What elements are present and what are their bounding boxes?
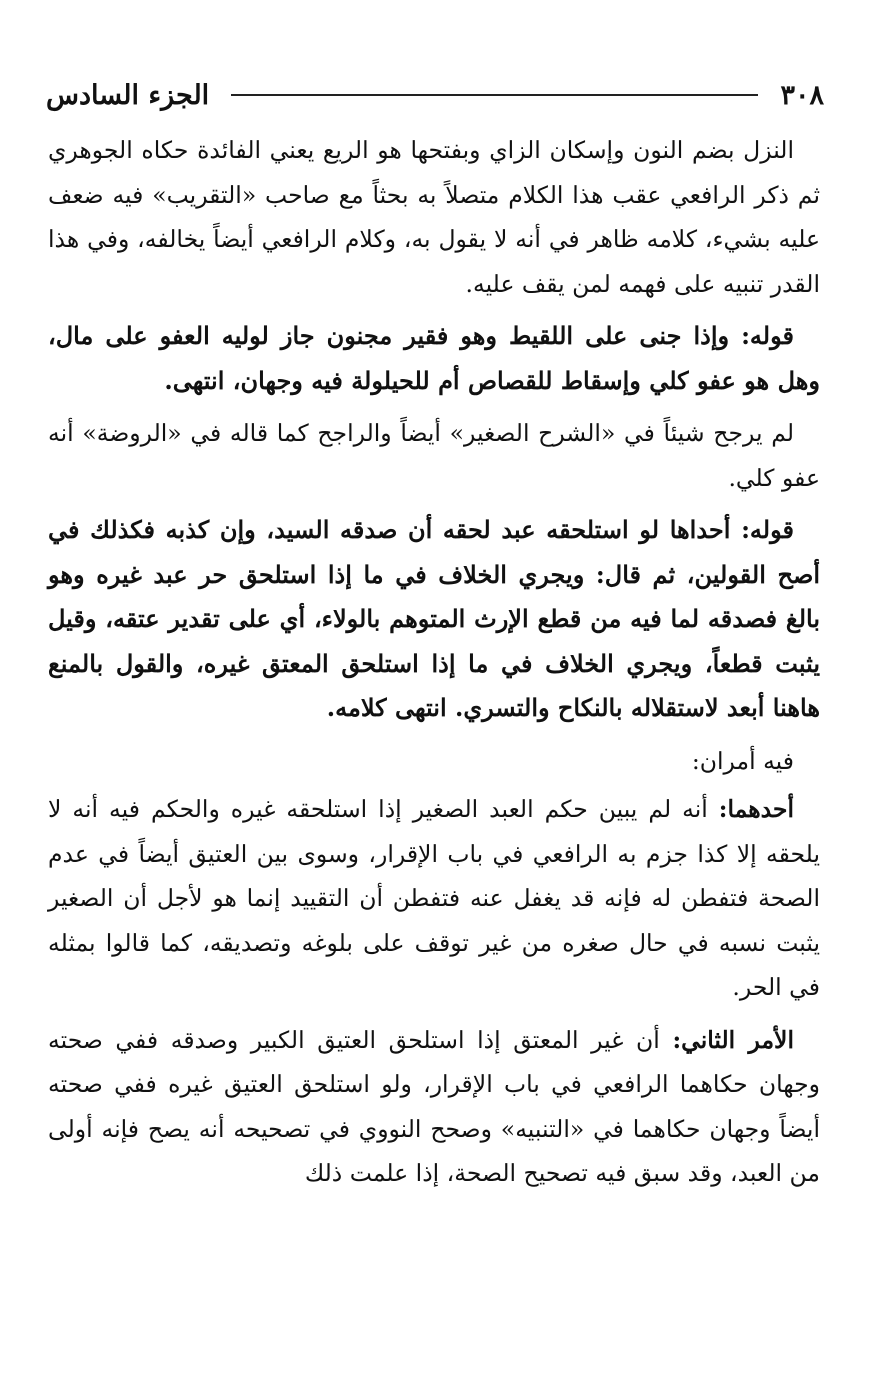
paragraph-text: قوله: وإذا جنى على اللقيط وهو فقير مجنون جاز لوليه العفو على مال، وهل هو عفو كلي وإسقاط للقصاص أم للحيلولة فيه وجهان، انتهى. [48, 321, 820, 395]
paragraph-text: النزل بضم النون وإسكان الزاي وبفتحها هو الريع يعني الفائدة حكاه الجوهري ثم ذكر الرافعي عقب هذا الكلام متصلاً به بحثاً مع صاحب «التقريب» فيه ضعف عليه بشيء، كلامه ظاهر في أنه لا يقول به، وكلام الرافعي أيضاً يخالفه، وفي هذا القدر تنبيه على فهمه لمن يقف عليه. [48, 136, 820, 298]
part-title: الجزء السادس [46, 79, 210, 111]
paragraph-text: قوله: أحداها لو استلحقه عبد لحقه أن صدقه السيد، وإن كذبه فكذلك في أصح القولين، ثم قال: ويجري الخلاف في ما إذا استلحق حر عبد غيره وهو بالغ فصدقه لما فيه من قطع الإرث المتوهم بالولاء، أي على تقدير عتقه، وقيل يثبت قطعاً، ويجري الخلاف في ما إذا استلحق المعتق غيره، والقول بالمنع هاهنا أبعد لاستقلاله بالنكاح والتسري. انتهى كلامه. [48, 515, 820, 722]
page-body [48, 128, 820, 1204]
page-header [46, 70, 824, 120]
paragraph-5 [48, 739, 820, 784]
paragraph-6 [48, 787, 820, 1010]
paragraph-3 [48, 411, 820, 500]
paragraph-7 [48, 1018, 820, 1196]
paragraph-2-quote [48, 314, 820, 403]
paragraph-lead: الأمر الثاني: [672, 1025, 794, 1054]
paragraph-text: لم يرجح شيئاً في «الشرح الصغير» أيضاً والراجح كما قاله في «الروضة» أنه عفو كلي. [48, 419, 820, 492]
paragraph-text: أن غير المعتق إذا استلحق العتيق الكبير وصدقه ففي صحته وجهان حكاهما الرافعي في باب الإقرار، ولو استلحق العتيق غيره ففي صحته أيضاً وجهان حكاهما في «التنبيه» وصحح النووي في تصحيحه أنه يصح فإنه أولى من العبد، وقد سبق فيه تصحيح الصحة، إذا علمت ذلك [48, 1025, 820, 1187]
header-rule [231, 94, 758, 96]
paragraph-lead: أحدهما: [718, 795, 794, 823]
paragraph-text: أنه لم يبين حكم العبد الصغير إذا استلحقه غيره والحكم فيه أنه لا يلحقه إلا كذا جزم به الرافعي في باب الإقرار، وسوى بين العتيق أيضاً في عدم الصحة فتفطن له فإنه قد يغفل عنه فتفطن أن التقييد إنما هو لأجل أن الصغير يثبت نسبه في حال صغره من غير توقف على بلوغه وتصديقه، كما قالوا بمثله في الحر. [48, 795, 820, 1001]
paragraph-text: فيه أمران: [691, 746, 794, 775]
paragraph-1 [48, 128, 820, 306]
page-number: ٣٠٨ [780, 79, 824, 111]
paragraph-4-quote [48, 508, 820, 731]
